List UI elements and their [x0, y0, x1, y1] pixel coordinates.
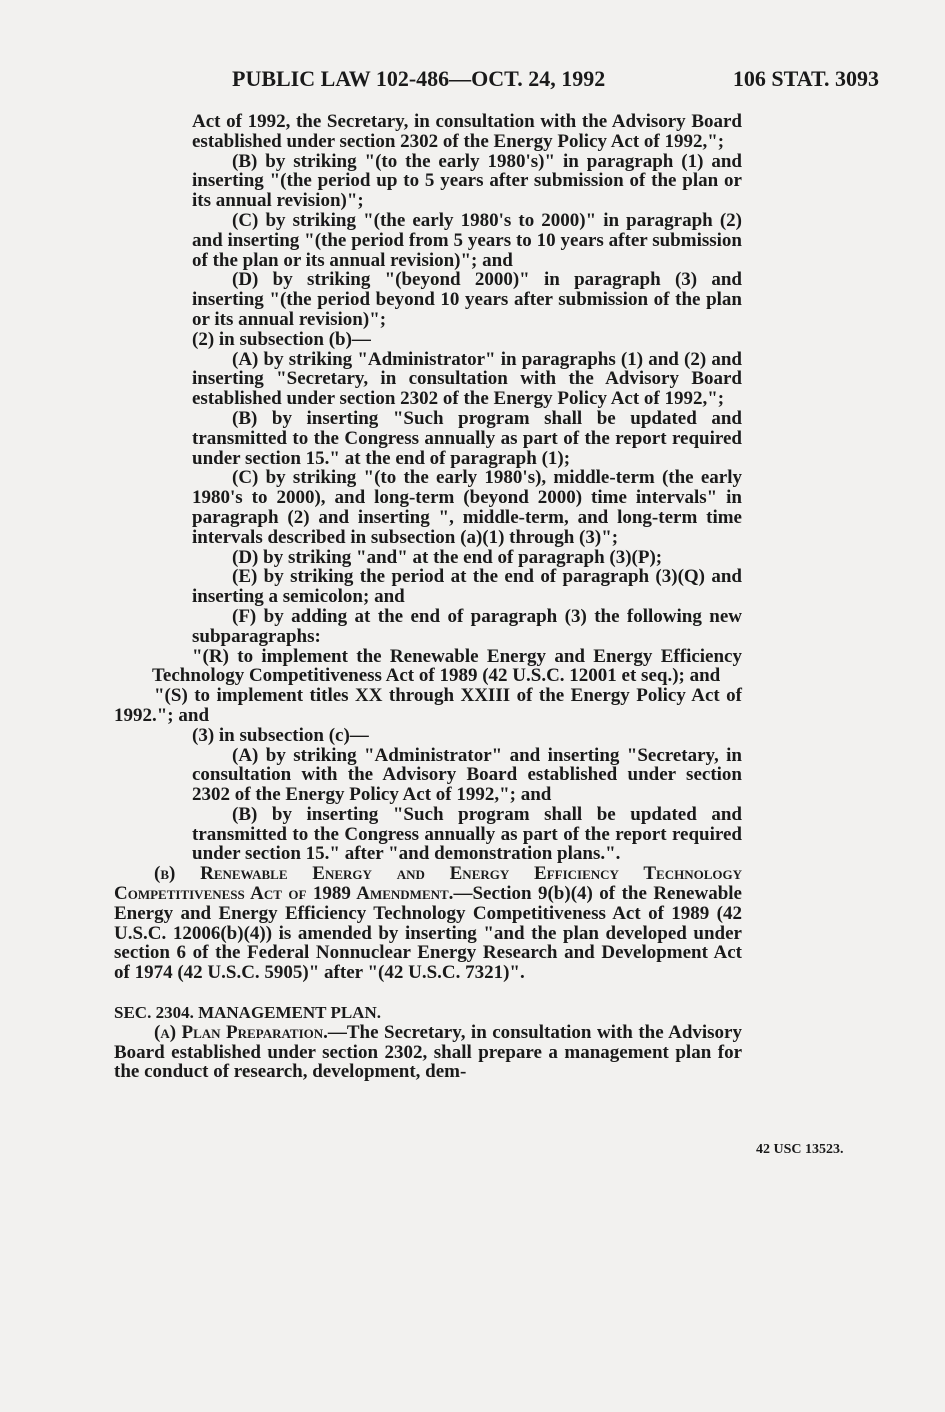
paragraph: "(S) to implement titles XX through XXIII of the Energy Policy Act of 1992."; and — [114, 685, 742, 726]
paragraph: (3) in subsection (c)— — [192, 724, 369, 746]
paragraph: (2) in subsection (b)— — [192, 328, 371, 350]
paragraph: (B) by inserting "Such program shall be updated and transmitted to the Congress annually as part of the report required under section 15." after "and demonstration plans.". — [192, 803, 742, 865]
paragraph — [114, 864, 742, 983]
margin-citation: 42 USC 13523. — [756, 1142, 844, 1157]
header-stat-page: 106 STAT. 3093 — [732, 66, 879, 91]
paragraph: (D) by striking "and" at the end of paragraph (3)(P); — [232, 546, 663, 568]
paragraph: (A) by striking "Administrator" in paragraphs (1) and (2) and inserting "Secretary, in consultation with the Advisory Board established under section 2302 of the Energy Policy Act of 1992,"; — [192, 348, 742, 410]
paragraph: (B) by inserting "Such program shall be updated and transmitted to the Congress annually as part of the report required under section 15." at the end of paragraph (1); — [192, 407, 742, 469]
page-header — [0, 66, 945, 92]
paragraph: (C) by striking "(the early 1980's to 2000)" in paragraph (2) and inserting "(the period from 5 years to 10 years after submission of the plan or its annual revision)"; and — [192, 209, 742, 271]
subsection-heading: (b) Renewable Energy and Energy Efficiency Technology Competitiveness Act of 1989 Amendment. — [114, 863, 742, 905]
paragraph: (A) by striking "Administrator" and inserting "Secretary, in consultation with the Advisory Board established under section 2302 of the Energy Policy Act of 1992,"; and — [192, 744, 742, 806]
paragraph: (B) by striking "(to the early 1980's)" in paragraph (1) and inserting "(the period up to 5 years after submission of the plan or its annual revision)"; — [192, 150, 742, 212]
subsection-heading: (a) Plan Preparation. — [154, 1021, 328, 1043]
paragraph: "(R) to implement the Renewable Energy and Energy Efficiency Technology Competitiveness Act of 1989 (42 U.S.C. 12001 et seq.); and — [152, 645, 742, 687]
paragraph: (F) by adding at the end of paragraph (3) the following new subparagraphs: — [192, 605, 742, 647]
paragraph: (C) by striking "(to the early 1980's), middle-term (the early 1980's to 2000), and long-term (beyond 2000) time intervals" in paragraph (2) and inserting ", middle-term, and long-term time intervals described in subsection (a)(1) through (3)"; — [192, 467, 742, 548]
paragraph — [114, 1023, 742, 1082]
section-heading: SEC. 2304. MANAGEMENT PLAN. — [114, 1003, 381, 1023]
paragraph: (E) by striking the period at the end of paragraph (3)(Q) and inserting a semicolon; and — [192, 566, 742, 608]
paragraph: Act of 1992, the Secretary, in consultation with the Advisory Board established under section 2302 of the Energy Policy Act of 1992,"; — [192, 111, 742, 152]
subsection-text: —The Secretary, in consultation with the Advisory Board established under section 2302, shall prepare a management plan for the conduct of research, development, dem- — [114, 1021, 742, 1083]
subsection-text: —Section 9(b)(4) of the Renewable Energy and Energy Efficiency Technology Competitiveness Act of 1989 (42 U.S.C. 12006(b)(4)) is amended by inserting "and the plan developed under section 6 of the Federal Nonnuclear Energy Research and Development Act of 1974 (42 U.S.C. 5905)" after "(42 U.S.C. 7321)". — [114, 883, 742, 984]
paragraph: (D) by striking "(beyond 2000)" in paragraph (3) and inserting "(the period beyond 10 years after submission of the plan or its annual revision)"; — [192, 269, 742, 330]
body-text — [114, 112, 742, 1082]
header-title: PUBLIC LAW 102-486—OCT. 24, 1992 — [232, 66, 606, 91]
